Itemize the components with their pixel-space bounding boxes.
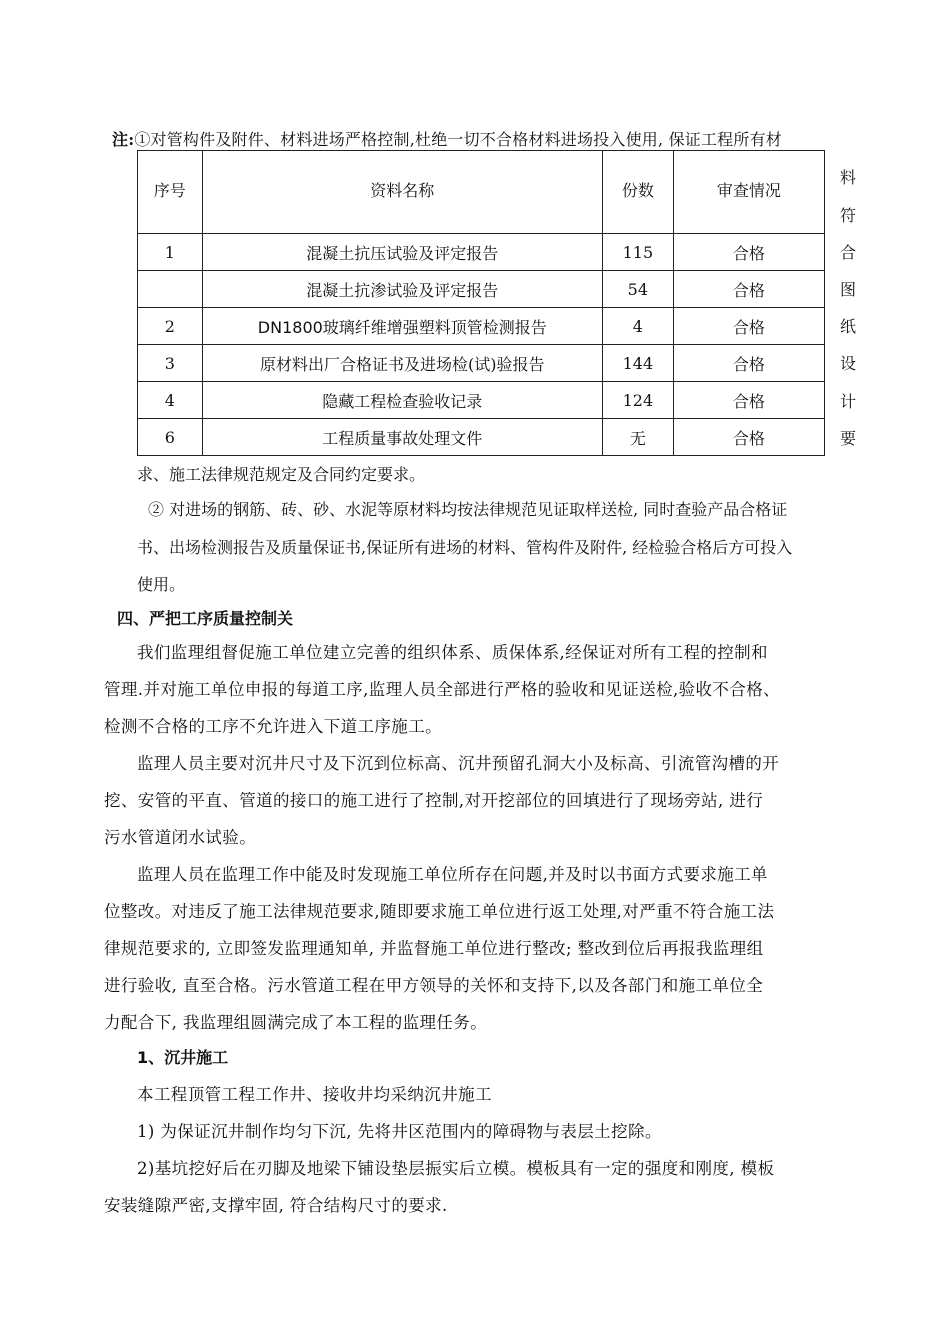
- cell-count: 无: [603, 419, 674, 456]
- para-line: 位整改。对违反了施工法律规范要求,随即要求施工单位进行返工处理,对严重不符合施工法: [104, 902, 775, 921]
- side-char: 图: [840, 280, 857, 299]
- para-line: 力配合下, 我监理组圆满完成了本工程的监理任务。: [104, 1013, 488, 1032]
- cell-review: 合格: [673, 271, 824, 308]
- table-header-row: [138, 151, 825, 234]
- cell-count: 124: [603, 382, 674, 419]
- list-item: 2)基坑挖好后在刃脚及地梁下铺设垫层振实后立模。模板具有一定的强度和刚度, 模板: [137, 1159, 775, 1178]
- cell-no: 3: [138, 345, 203, 382]
- side-char: 计: [840, 392, 857, 411]
- para-line: 挖、安管的平直、管道的接口的施工进行了控制,对开挖部位的回填进行了现场旁站, 进行: [104, 791, 764, 810]
- para-line: 监理人员主要对沉井尺寸及下沉到位标高、沉井预留孔洞大小及标高、引流管沟槽的开: [137, 754, 780, 773]
- table-row: [138, 308, 825, 345]
- note-first-line: ①对管构件及附件、材料进场严格控制,杜绝一切不合格材料进场投入使用, 保证工程所有材: [134, 130, 782, 149]
- document-table: [137, 150, 825, 456]
- cell-name: 混凝土抗压试验及评定报告: [202, 234, 602, 271]
- para-line: 检测不合格的工序不允许进入下道工序施工。: [104, 717, 442, 736]
- header-no: 序号: [138, 151, 203, 234]
- section-heading: 四、严把工序质量控制关: [117, 609, 294, 628]
- cell-review: 合格: [673, 419, 824, 456]
- side-char: 合: [840, 243, 857, 262]
- side-char: 料: [840, 168, 857, 187]
- table-row: [138, 271, 825, 308]
- cell-review: 合格: [673, 345, 824, 382]
- cell-name: 原材料出厂合格证书及进场检(试)验报告: [202, 345, 602, 382]
- cell-review: 合格: [673, 382, 824, 419]
- note2-line: ② 对进场的钢筋、砖、砂、水泥等原材料均按法律规范见证取样送检, 同时查验产品合格证: [148, 500, 788, 519]
- table-row: [138, 382, 825, 419]
- table-row: [138, 345, 825, 382]
- cell-name: 混凝土抗渗试验及评定报告: [202, 271, 602, 308]
- side-char: 符: [840, 206, 857, 225]
- para-line: 监理人员在监理工作中能及时发现施工单位所存在问题,并及时以书面方式要求施工单: [137, 865, 768, 884]
- para-line: 污水管道闭水试验。: [104, 828, 257, 847]
- cell-count: 115: [603, 234, 674, 271]
- header-name: 资料名称: [202, 151, 602, 234]
- list-item: 安装缝隙严密,支撑牢固, 符合结构尺寸的要求.: [104, 1196, 448, 1215]
- cell-no: 4: [138, 382, 203, 419]
- note2-line: 使用。: [137, 575, 186, 594]
- cell-review: 合格: [673, 234, 824, 271]
- cell-review: 合格: [673, 308, 824, 345]
- side-char: 纸: [840, 317, 857, 336]
- cell-count: 54: [603, 271, 674, 308]
- subheading: 1、沉井施工: [137, 1048, 229, 1067]
- para-line: 律规范要求的, 立即签发监理通知单, 并监督施工单位进行整改; 整改到位后再报我监理组: [104, 939, 764, 958]
- cell-no: 2: [138, 308, 203, 345]
- note2-line: 书、出场检测报告及质量保证书,保证所有进场的材料、管构件及附件, 经检验合格后方可投入: [137, 538, 793, 557]
- header-count: 份数: [603, 151, 674, 234]
- after-table-text: 求、施工法律规范规定及合同约定要求。: [137, 465, 426, 484]
- cell-name: 隐藏工程检查验收记录: [202, 382, 602, 419]
- note-label: 注:: [112, 130, 135, 149]
- cell-no: 6: [138, 419, 203, 456]
- cell-no: [138, 271, 203, 308]
- table-row: [138, 419, 825, 456]
- note-line: [112, 127, 782, 150]
- list-item: 1) 为保证沉井制作均匀下沉, 先将井区范围内的障碍物与表层土挖除。: [137, 1122, 662, 1141]
- side-char: 要: [840, 429, 857, 448]
- table-row: [138, 234, 825, 271]
- para-line: 我们监理组督促施工单位建立完善的组织体系、质保体系,经保证对所有工程的控制和: [137, 643, 768, 662]
- cell-name: DN1800玻璃纤维增强塑料顶管检测报告: [202, 308, 602, 345]
- para-line: 本工程顶管工程工作井、接收井均采纳沉井施工: [137, 1085, 492, 1104]
- para-line: 进行验收, 直至合格。污水管道工程在甲方领导的关怀和支持下,以及各部门和施工单位全: [104, 976, 764, 995]
- header-review: 审查情况: [673, 151, 824, 234]
- para-line: 管理.并对施工单位申报的每道工序,监理人员全部进行严格的验收和见证送检,验收不合格、: [104, 680, 781, 699]
- cell-name: 工程质量事故处理文件: [202, 419, 602, 456]
- cell-count: 4: [603, 308, 674, 345]
- cell-no: 1: [138, 234, 203, 271]
- cell-count: 144: [603, 345, 674, 382]
- side-char: 设: [840, 354, 857, 373]
